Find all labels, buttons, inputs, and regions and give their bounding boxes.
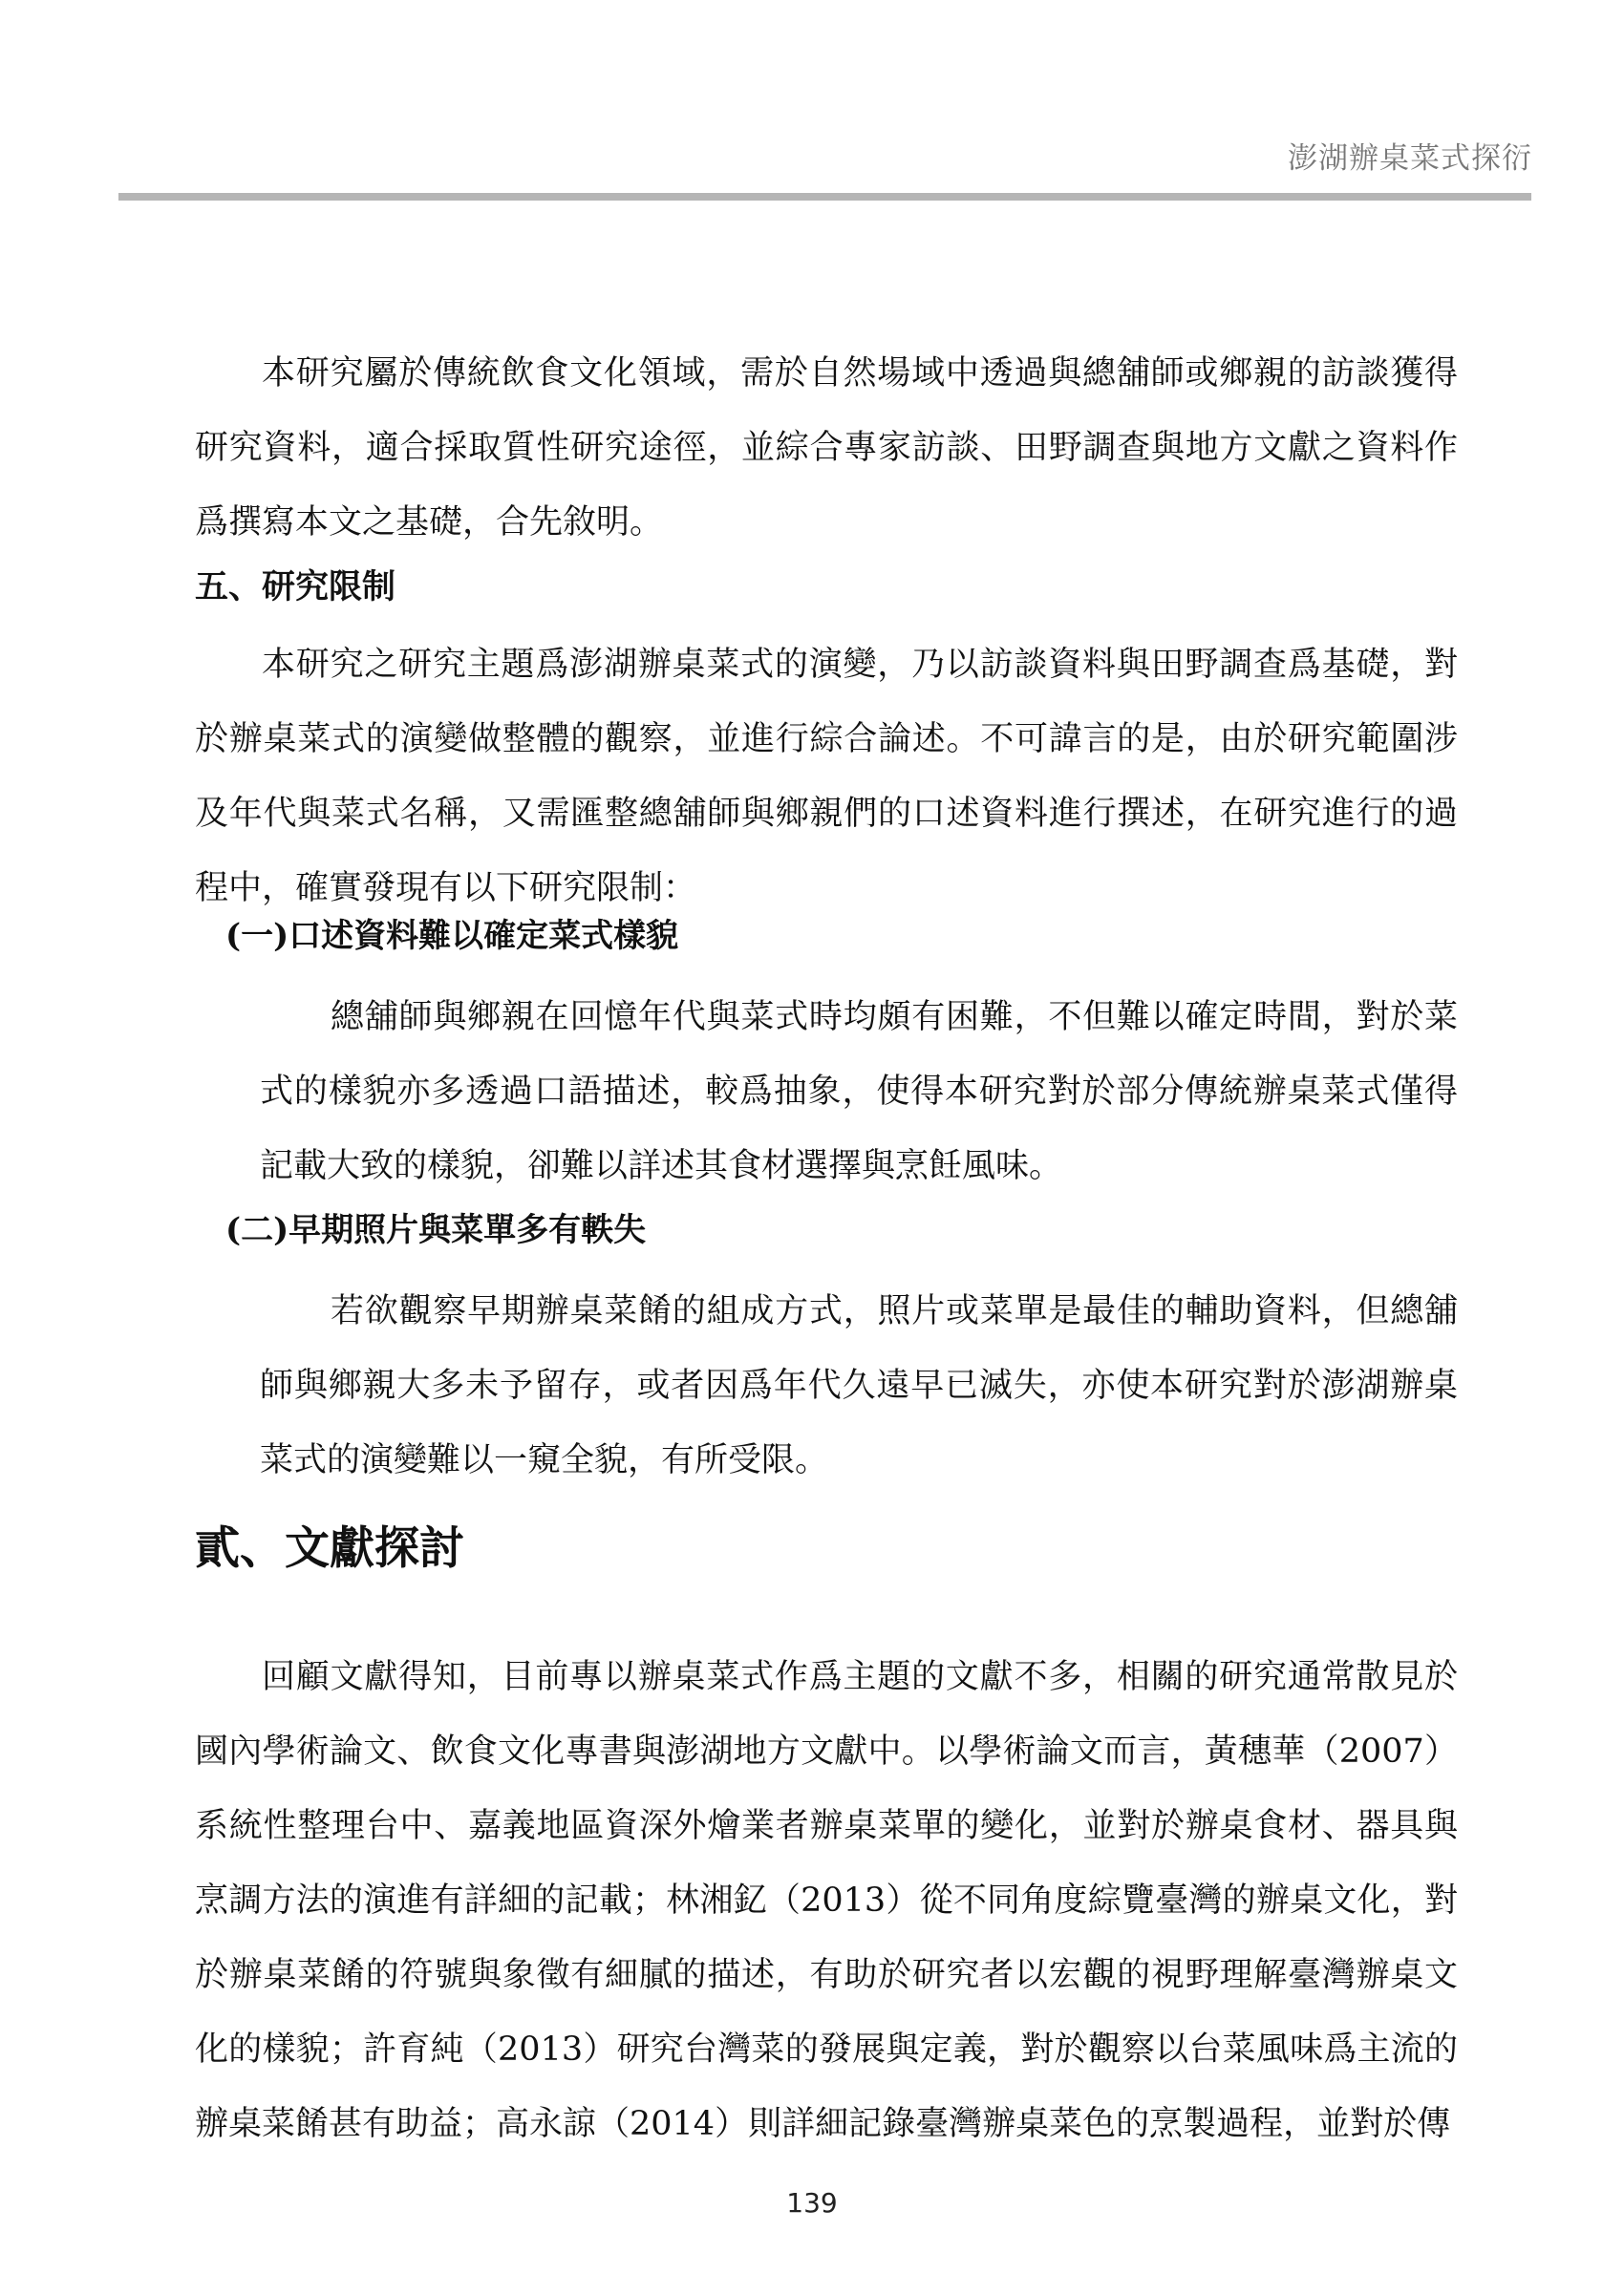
intro-paragraph: 本研究屬於傳統飲食文化領域，需於自然場域中透過與總舖師或鄉親的訪談獲得研究資料，適合採取質性研究途徑，並綜合專家訪談、田野調查與地方文獻之資料作爲撰寫本文之基礎，合先敘明。 — [195, 354, 1458, 542]
limitations-paragraph: 本研究之研究主題爲澎湖辦桌菜式的演變，乃以訪談資料與田野調查爲基礎，對於辦桌菜式的演變做整體的觀察，並進行綜合論述。不可諱言的是，由於研究範圍涉及年代與菜式名稱，又需匯整總舖師與鄉親們的口述資料進行撰述，在研究進行的過程中，確實發現有以下研究限制： — [195, 646, 1458, 907]
section-title-literature-review: 貳、文獻探討 — [195, 1522, 464, 1575]
page-number: 139 — [786, 2187, 838, 2219]
limitations-heading: 五、研究限制 — [195, 567, 396, 606]
running-header-title: 澎湖辦桌菜式探衍 — [1288, 141, 1532, 176]
header-divider — [118, 193, 1531, 201]
limitation-1-heading: (一)口述資料難以確定菜式樣貌 — [225, 917, 679, 955]
limitation-2-paragraph: 若欲觀察早期辦桌菜餚的組成方式，照片或菜單是最佳的輔助資料，但總舖師與鄉親大多未予留存，或者因爲年代久遠早已滅失，亦使本研究對於澎湖辦桌菜式的演變難以一窺全貌，有所受限。 — [260, 1292, 1458, 1479]
limitation-1-paragraph: 總舖師與鄉親在回憶年代與菜式時均頗有困難，不但難以確定時間，對於菜式的樣貌亦多透過口語描述，較爲抽象，使得本研究對於部分傳統辦桌菜式僅得記載大致的樣貌，卻難以詳述其食材選擇與烹飪風味。 — [260, 998, 1458, 1185]
limitation-2-heading: (二)早期照片與菜單多有軼失 — [225, 1211, 647, 1249]
literature-paragraph: 回顧文獻得知，目前專以辦桌菜式作爲主題的文獻不多，相關的研究通常散見於國內學術論文、飲食文化專書與澎湖地方文獻中。以學術論文而言，黃穗華（2007）系統性整理台中、嘉義地區資深外燴業者辦桌菜單的變化，並對於辦桌食材、器具與烹調方法的演進有詳細的記載；林湘釔（2013）從不同角度綜覽臺灣的辦桌文化，對於辦桌菜餚的符號與象徵有細膩的描述，有助於研究者以宏觀的視野理解臺灣辦桌文化的樣貌；許育純（2013）研究台灣菜的發展與定義，對於觀察以台菜風味爲主流的辦桌菜餚甚有助益；高永諒（2014）則詳細記錄臺灣辦桌菜色的烹製過程，並對於傳 — [195, 1658, 1458, 2143]
